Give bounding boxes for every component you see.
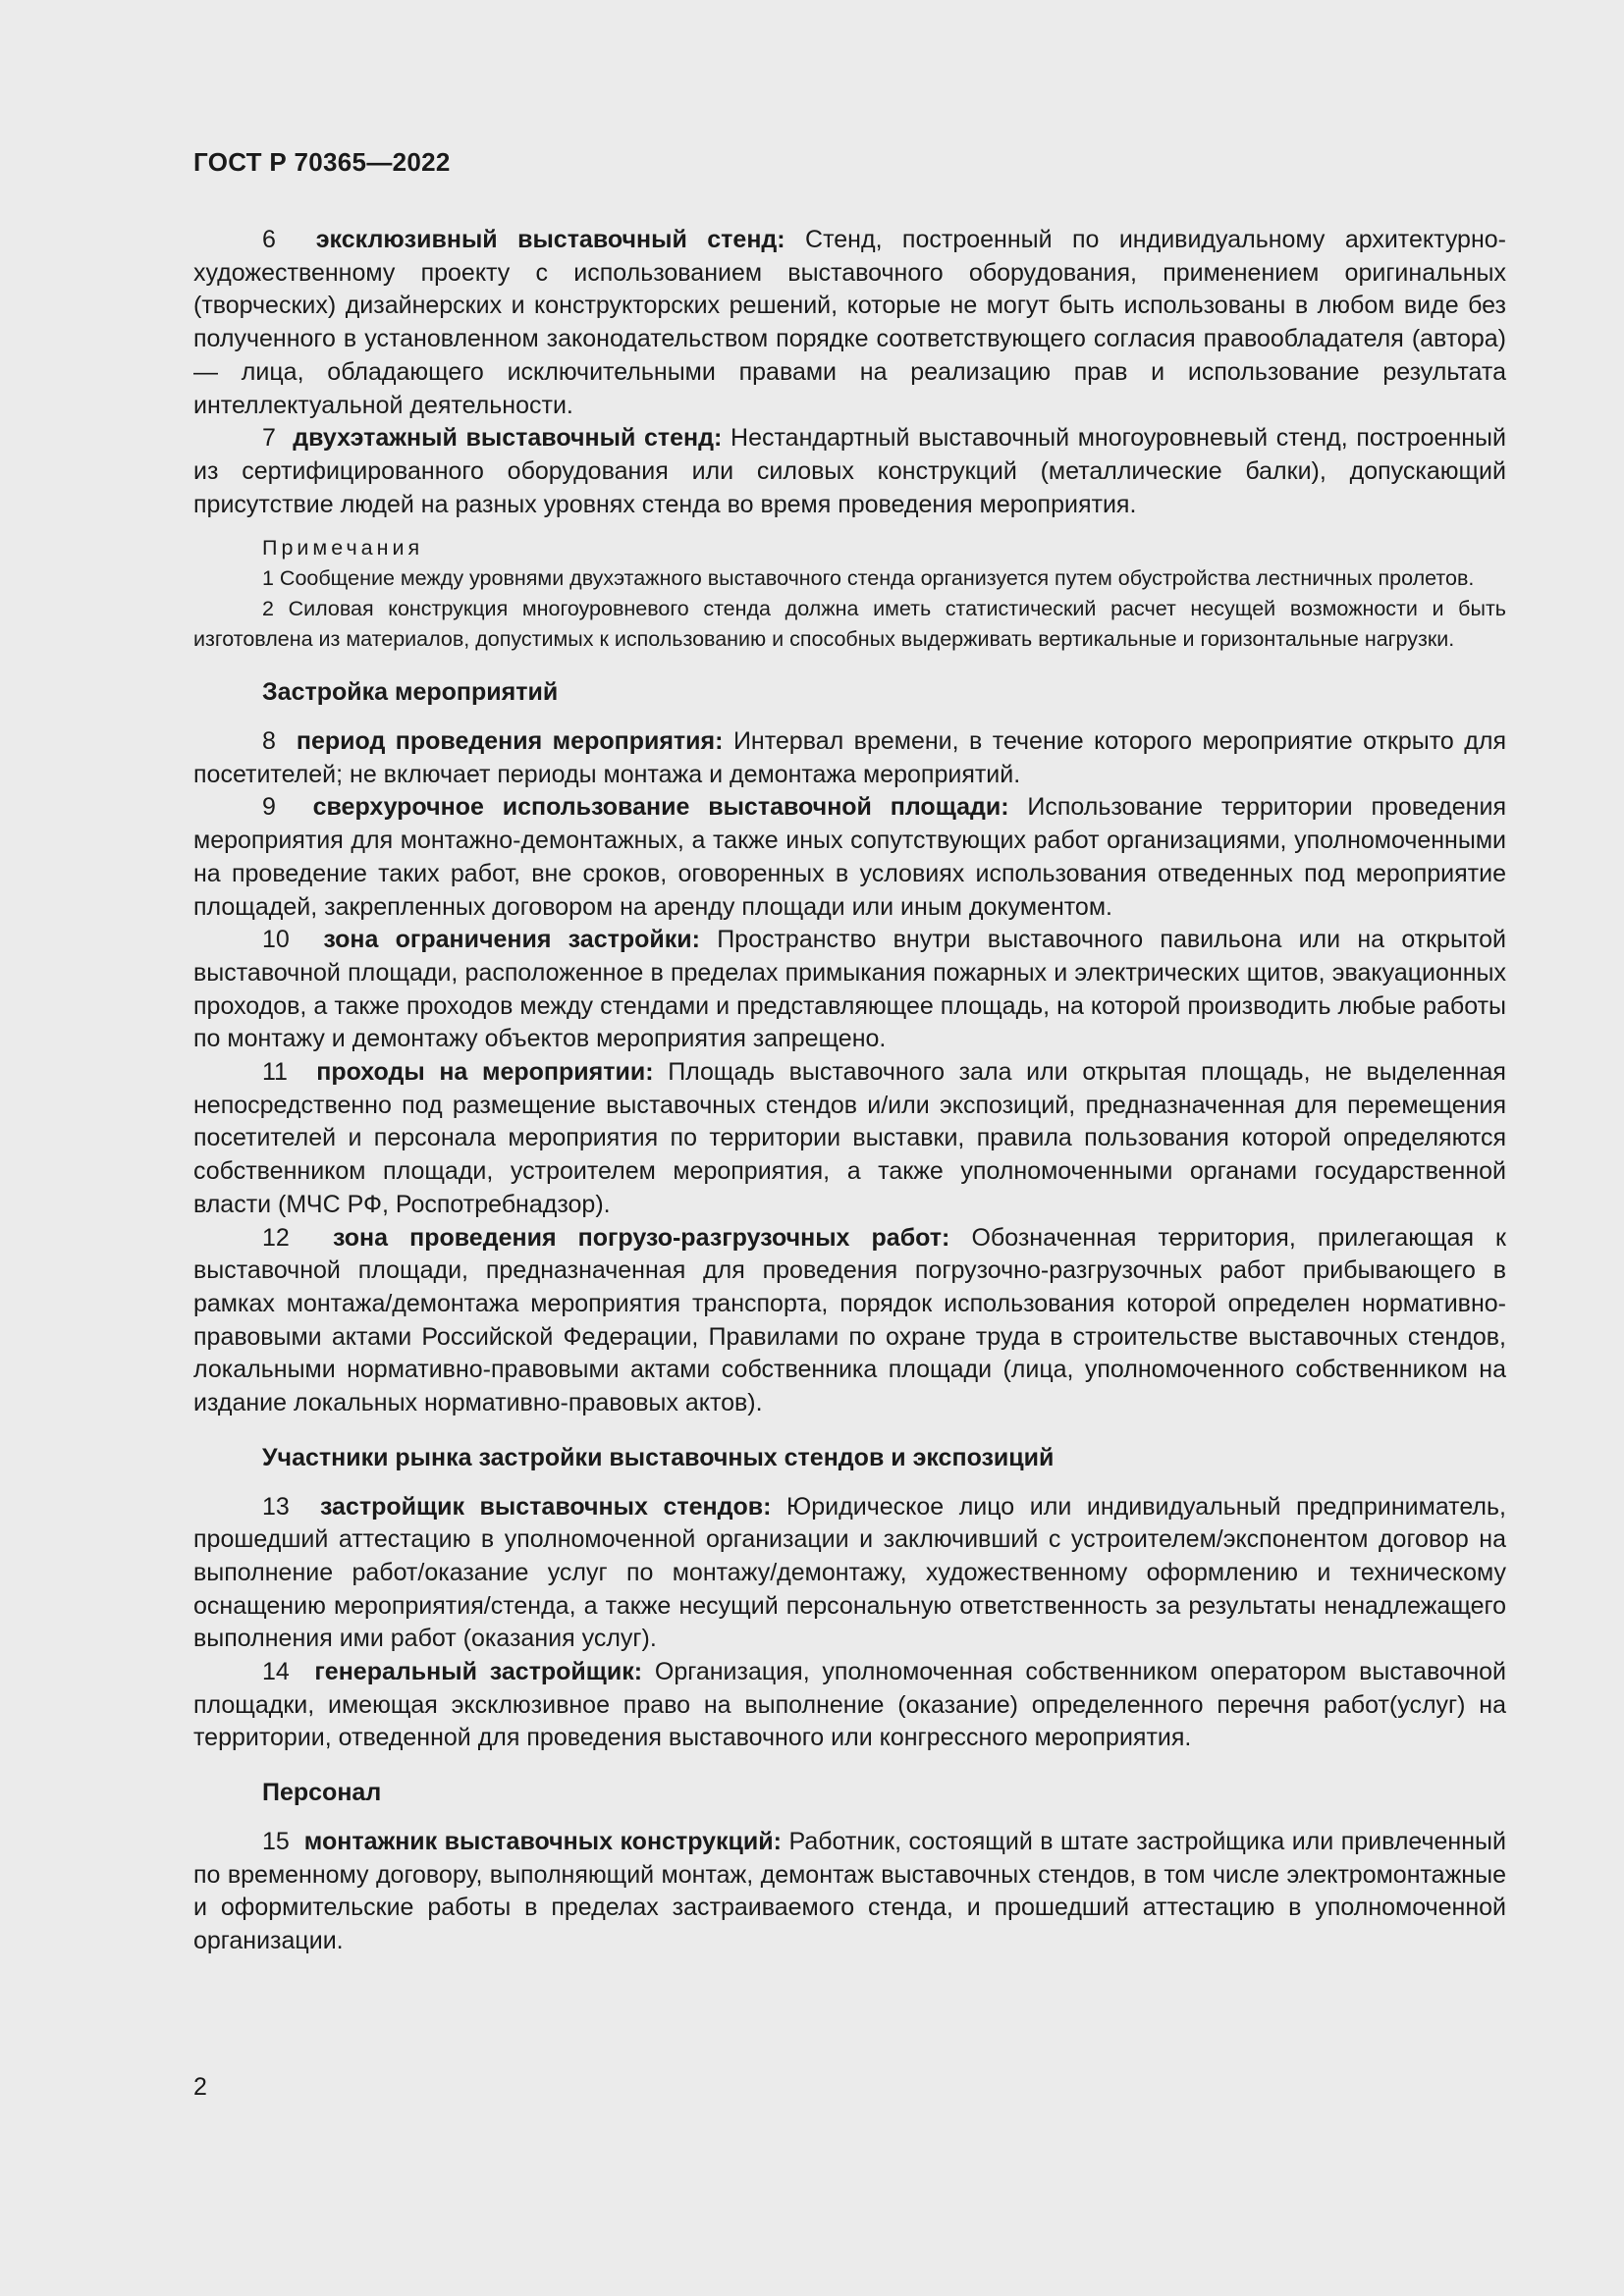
- notes-title: Примечания: [262, 536, 424, 561]
- definition-text: Стенд, построенный по индивидуальному архитектурно-художественному проекту с использованием выставочного оборудования, применением оригинальных (творческих) дизайнерских и конструкторских решений, которые не могут быть использованы в любом виде без полученного в установленном законодательством порядке соответствующего согласия правообладателя (автора) — лица, обладающего исключительными правами на реализацию прав и использование результата интеллектуальной деятельности.: [193, 226, 1506, 419]
- note-2: 2 Силовая конструкция многоуровневого стенда должна иметь статистический расчет несущей возможности и быть изготовлена из материалов, допустимых к использованию и способных выдерживать вертикальные и горизонтальные нагрузки.: [193, 597, 1506, 652]
- definition-text: Юридическое лицо или индивидуальный предприниматель, прошедший аттестацию в уполномоченной организации и заключивший с устроителем/экспонентом договор на выполнение работ/оказание услуг по монтажу/демонтажу, художественному оформлению и техническому оснащению мероприятия/стенда, а также несущий персональную ответственность за результаты ненадлежащего выполнения ими работ (оказания услуг).: [193, 1492, 1506, 1653]
- definitions-group-2: [193, 725, 1506, 1420]
- definition-8: 8 период проведения мероприятия: Интервал времени, в течение которого мероприятие открыто для посетителей; не включает периоды монтажа и демонтажа мероприятий.: [193, 727, 1506, 788]
- definition-text: Нестандартный выставочный многоуровневый стенд, построенный из сертифицированного оборудования или силовых конструкций (металлические балки), допускающий присутствие людей на разных уровнях стенда во время проведения мероприятия.: [193, 424, 1506, 518]
- definition-11: 11 проходы на мероприятии: Площадь выставочного зала или открытая площадь, не выделенная непосредственно под размещение выставочных стендов и/или экспозиций, предназначенная для перемещения посетителей и персонала мероприятия по территории выставки, правила пользования которой определяются собственником площади, устроителем мероприятия, а также уполномоченными органами государственной власти (МЧС РФ, Роспотребнадзор).: [193, 1058, 1506, 1218]
- section-heading-market-participants: Участники рынка застройки выставочных стендов и экспозиций: [262, 1443, 1055, 1471]
- document-header: ГОСТ Р 70365—2022: [193, 147, 451, 177]
- section-heading-construction: Застройка мероприятий: [262, 678, 559, 707]
- page-number: 2: [193, 2073, 207, 2101]
- term: зона ограничения застройки:: [323, 926, 700, 954]
- term: период проведения мероприятия:: [296, 727, 724, 756]
- definition-10: 10 зона ограничения застройки: Пространство внутри выставочного павильона или на открытой выставочной площади, расположенное в пределах примыкания пожарных и электрических щитов, эвакуационных проходов, а также проходов между стендами и представляющее площадь, на которой производить любые работы по монтажу и демонтажу объектов мероприятия запрещено.: [193, 926, 1506, 1053]
- section-heading-personnel: Персонал: [262, 1779, 382, 1807]
- definition-13: 13 застройщик выставочных стендов: Юридическое лицо или индивидуальный предприниматель, прошедший аттестацию в уполномоченной организации и заключивший с устроителем/экспонентом договор на выполнение работ/оказание услуг по монтажу/демонтажу, художественному оформлению и техническому оснащению мероприятия/стенда, а также несущий персональную ответственность за результаты ненадлежащего выполнения ими работ (оказания услуг).: [193, 1492, 1506, 1653]
- note-1: 1 Сообщение между уровнями двухэтажного выставочного стенда организуется путем обустройства лестничных пролетов.: [262, 566, 1475, 591]
- definitions-group-1: [193, 224, 1506, 521]
- definitions-group-4: [193, 1826, 1506, 1958]
- definition-text: Организация, уполномоченная собственником оператором выставочной площадки, имеющая эксклюзивное право на выполнение (оказание) определенного перечня работ(услуг) на территории, отведенной для проведения выставочного или конгрессного мероприятия.: [193, 1658, 1506, 1752]
- term: застройщик выставочных стендов:: [319, 1492, 772, 1521]
- definitions-group-3: [193, 1491, 1506, 1756]
- definition-12: 12 зона проведения погрузо-разгрузочных работ: Обозначенная территория, прилегающая к выставочной площади, предназначенная для проведения погрузочно-разгрузочных работ прибывающего в рамках монтажа/демонтажа мероприятия транспорта, порядок использования которой определен нормативно-правовыми актами Российской Федерации, Правилами по охране труда в строительстве выставочных стендов, локальными нормативно-правовыми актами собственника площади (лица, уполномоченного собственником на издание локальных нормативно-правовых актов).: [193, 1223, 1506, 1417]
- notes-block: [193, 533, 1506, 655]
- term: двухэтажный выставочный стенд:: [293, 424, 723, 453]
- definition-text: Пространство внутри выставочного павильона или на открытой выставочной площади, расположенное в пределах примыкания пожарных и электрических щитов, эвакуационных проходов, а также проходов между стендами и представляющее площадь, на которой производить любые работы по монтажу и демонтажу объектов мероприятия запрещено.: [193, 926, 1506, 1053]
- definition-text: Интервал времени, в течение которого мероприятие открыто для посетителей; не включает периоды монтажа и демонтажа мероприятий.: [193, 727, 1506, 788]
- definition-6: 6 эксклюзивный выставочный стенд: Стенд, построенный по индивидуальному архитектурно-художественному проекту с использованием выставочного оборудования, применением оригинальных (творческих) дизайнерских и конструкторских решений, которые не могут быть использованы в любом виде без полученного в установленном законодательством порядке соответствующего согласия правообладателя (автора) — лица, обладающего исключительными правами на реализацию прав и использование результата интеллектуальной деятельности.: [193, 226, 1506, 419]
- definition-text: Площадь выставочного зала или открытая площадь, не выделенная непосредственно под размещение выставочных стендов и/или экспозиций, предназначенная для перемещения посетителей и персонала мероприятия по территории выставки, правила пользования которой определяются собственником площади, устроителем мероприятия, а также уполномоченными органами государственной власти (МЧС РФ, Роспотребнадзор).: [193, 1058, 1506, 1218]
- term: монтажник выставочных конструкций:: [303, 1827, 782, 1855]
- definition-9: 9 сверхурочное использование выставочной площади: Использование территории проведения мероприятия для монтажно-демонтажных, а также иных сопутствующих работ организациями, уполномоченными на проведение таких работ, вне сроков, оговоренных в условиях использования отведенных под мероприятие площадей, закрепленных договором на аренду площади или иным документом.: [193, 793, 1506, 921]
- definition-7: 7 двухэтажный выставочный стенд: Нестандартный выставочный многоуровневый стенд, построенный из сертифицированного оборудования или силовых конструкций (металлические балки), допускающий присутствие людей на разных уровнях стенда во время проведения мероприятия.: [193, 424, 1506, 518]
- document-body: [193, 224, 1506, 1958]
- term: зона проведения погрузо-разгрузочных работ:: [332, 1223, 950, 1252]
- term: эксклюзивный выставочный стенд:: [315, 226, 785, 253]
- term: проходы на мероприятии:: [316, 1058, 654, 1087]
- definition-14: 14 генеральный застройщик: Организация, уполномоченная собственником оператором выставочной площадки, имеющая эксклюзивное право на выполнение (оказание) определенного перечня работ(услуг) на территории, отведенной для проведения выставочного или конгрессного мероприятия.: [193, 1658, 1506, 1752]
- term: генеральный застройщик:: [314, 1658, 643, 1686]
- definition-text: Использование территории проведения мероприятия для монтажно-демонтажных, а также иных сопутствующих работ организациями, уполномоченными на проведение таких работ, вне сроков, оговоренных в условиях использования отведенных под мероприятие площадей, закрепленных договором на аренду площади или иным документом.: [193, 793, 1506, 921]
- definition-text: Обозначенная территория, прилегающая к выставочной площади, предназначенная для проведения погрузочно-разгрузочных работ прибывающего в рамках монтажа/демонтажа мероприятия транспорта, порядок использования которой определен нормативно-правовыми актами Российской Федерации, Правилами по охране труда в строительстве выставочных стендов, локальными нормативно-правовыми актами собственника площади (лица, уполномоченного собственником на издание локальных нормативно-правовых актов).: [193, 1223, 1506, 1417]
- definition-text: Работник, состоящий в штате застройщика или привлеченный по временному договору, выполняющий монтаж, демонтаж выставочных стендов, в том числе электромонтажные и оформительские работы в пределах застраиваемого стенда, и прошедший аттестацию в уполномоченной организации.: [193, 1827, 1506, 1954]
- term: сверхурочное использование выставочной площади:: [312, 793, 1009, 822]
- definition-15: 15 монтажник выставочных конструкций: Работник, состоящий в штате застройщика или привлеченный по временному договору, выполняющий монтаж, демонтаж выставочных стендов, в том числе электромонтажные и оформительские работы в пределах застраиваемого стенда, и прошедший аттестацию в уполномоченной организации.: [193, 1827, 1506, 1954]
